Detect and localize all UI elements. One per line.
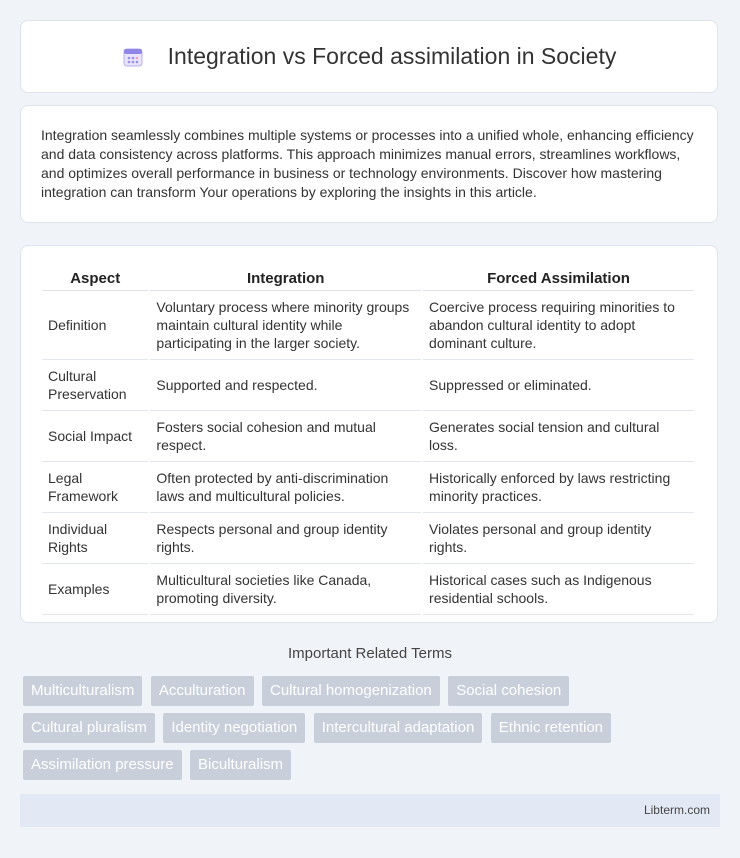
header-forced-assimilation: Forced Assimilation — [423, 264, 694, 291]
term-tag[interactable]: Cultural homogenization — [262, 676, 440, 706]
intro-card — [20, 105, 718, 223]
header-aspect: Aspect — [42, 264, 148, 291]
row-forced: Coercive process requiring minorities to abandon cultural identity to adopt dominant culture. — [423, 291, 694, 360]
row-integration: Multicultural societies like Canada, promoting diversity. — [150, 564, 421, 615]
related-terms-title: Important Related Terms — [288, 645, 452, 662]
row-integration: Voluntary process where minority groups maintain cultural identity while participating in the larger society. — [150, 291, 421, 360]
row-aspect: Legal Framework — [42, 462, 148, 513]
row-aspect: Individual Rights — [42, 513, 148, 564]
table-row — [42, 513, 694, 564]
comparison-card — [20, 245, 718, 623]
table-header-row — [42, 264, 694, 291]
intro-text: Integration seamlessly combines multiple systems or processes into a unified whole, enhancing efficiency and data consistency across platforms. This approach minimizes manual errors, streamlines workflows, and optimizes overall performance in business or technology environments. Discover how mastering integration can transform Your operations by exploring the insights in this article. — [41, 127, 694, 200]
row-integration: Supported and respected. — [150, 360, 421, 411]
table-row — [42, 360, 694, 411]
table-row — [42, 462, 694, 513]
row-forced: Violates personal and group identity rights. — [423, 513, 694, 564]
term-tag[interactable]: Ethnic retention — [491, 713, 611, 743]
row-integration: Respects personal and group identity rights. — [150, 513, 421, 564]
header-integration: Integration — [150, 264, 421, 291]
term-tag[interactable]: Identity negotiation — [163, 713, 305, 743]
row-aspect: Definition — [42, 291, 148, 360]
footer-site-link[interactable]: Libterm.com — [643, 803, 710, 817]
related-terms-list — [23, 676, 713, 787]
term-tag[interactable]: Intercultural adaptation — [314, 713, 483, 743]
row-integration: Often protected by anti-discrimination laws and multicultural policies. — [150, 462, 421, 513]
term-tag[interactable]: Multiculturalism — [23, 676, 142, 706]
page-title: Integration vs Forced assimilation in Society — [167, 43, 617, 69]
row-integration: Fosters social cohesion and mutual respect. — [150, 411, 421, 462]
row-forced: Suppressed or eliminated. — [423, 360, 694, 411]
row-aspect: Cultural Preservation — [42, 360, 148, 411]
term-tag[interactable]: Cultural pluralism — [23, 713, 155, 743]
term-tag[interactable]: Social cohesion — [448, 676, 569, 706]
row-aspect: Social Impact — [42, 411, 148, 462]
term-tag[interactable]: Acculturation — [151, 676, 254, 706]
table-row — [42, 564, 694, 615]
row-aspect: Examples — [42, 564, 148, 615]
footer — [20, 794, 720, 827]
term-tag[interactable]: Biculturalism — [190, 750, 291, 780]
header-card — [20, 20, 718, 93]
row-forced: Historically enforced by laws restricting minority practices. — [423, 462, 694, 513]
calendar-icon — [122, 46, 144, 68]
table-row — [42, 291, 694, 360]
row-forced: Historical cases such as Indigenous residential schools. — [423, 564, 694, 615]
term-tag[interactable]: Assimilation pressure — [23, 750, 182, 780]
comparison-table — [40, 264, 696, 615]
row-forced: Generates social tension and cultural loss. — [423, 411, 694, 462]
table-row — [42, 411, 694, 462]
